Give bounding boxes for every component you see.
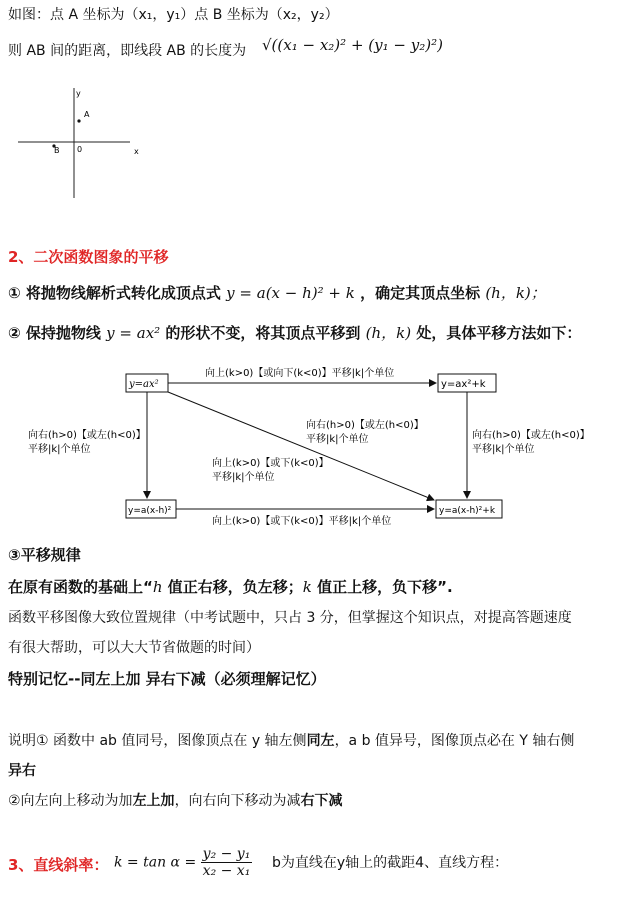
origin-label: 0 xyxy=(77,145,83,154)
step2-middle: 的形状不变，将其顶点平移到 xyxy=(165,324,361,342)
note1-line xyxy=(8,730,574,750)
intro-line: 如图：点 A 坐标为（x₁，y₁）点 B 坐标为（x₂，y₂） xyxy=(8,7,339,23)
diagonal-label-upper-1: 向右(h>0)【或左(h<0)】 xyxy=(306,420,424,431)
slope-lhs: k = tan α = xyxy=(114,854,197,871)
left-arrow-label-1: 向右(h>0)【或左(h<0)】 xyxy=(28,430,146,441)
intercept-and-equation-text: b为直线在y轴上的截距4、直线方程： xyxy=(272,855,509,871)
distance-text: 则 AB 间的距离，即线段 AB 的长度为 xyxy=(8,43,247,59)
diagonal-label-lower-2: 平移|k|个单位 xyxy=(212,472,275,483)
note2-part-a: ②向左向上移动为加 xyxy=(8,793,133,809)
top-arrow-label: 向上(k>0)【或向下(k<0)】平移|k|个单位 xyxy=(205,368,395,379)
note2-line xyxy=(8,790,343,810)
step2-suffix: 处，具体平移方法如下： xyxy=(416,324,582,342)
slope-denominator: x₂ − x₁ xyxy=(202,863,251,879)
note1-emphasis-diff-right: 异右 xyxy=(8,763,36,779)
box-y-ax2-plus-k-label: y=ax²+k xyxy=(441,379,486,390)
rule-k: k xyxy=(302,578,312,596)
paragraph-line-1: 函数平移图像大致位置规律（中考试题中，只占 3 分，但掌握这个知识点，对提高答题速度 xyxy=(8,610,572,626)
rule-line xyxy=(8,576,453,597)
note1-part-c: ，a b 值异号，图像顶点必在 Y 轴右侧 xyxy=(334,733,575,749)
point-a xyxy=(77,119,80,122)
slope-numerator: y₂ − y₁ xyxy=(202,846,251,862)
x-axis-label: x xyxy=(134,147,139,156)
step1-prefix: ① 将抛物线解析式转化成顶点式 xyxy=(8,284,221,302)
box-y-axh2-plus-k-label: y=a(x-h)²+k xyxy=(439,506,496,516)
note2-emphasis-left-up-add: 左上加 xyxy=(132,793,175,809)
left-arrow-label-2: 平移|k|个单位 xyxy=(28,444,91,455)
step2-line xyxy=(8,322,581,343)
slope-heading: 3、直线斜率： xyxy=(8,856,109,874)
step1-suffix: ，确定其顶点坐标 xyxy=(360,284,481,302)
diagonal-label-lower-1: 向上(k>0)【或下(k<0)】 xyxy=(212,458,329,469)
section-heading-translation: 2、二次函数图象的平移 xyxy=(8,248,169,266)
bottom-arrow-label: 向上(k>0)【或下(k<0)】平移|k|个单位 xyxy=(212,516,392,527)
right-arrow-label-1: 向右(h>0)【或左(h<0)】 xyxy=(472,430,590,441)
step2-vertex: (h，k) xyxy=(365,324,412,342)
rule-part-a: 在原有函数的基础上“ xyxy=(8,578,153,596)
rule-part-b: 值正右移，负左移； xyxy=(167,578,303,596)
box-y-ax2-label: y=ax² xyxy=(129,379,159,390)
box-y-axh2-label: y=a(x-h)² xyxy=(128,506,172,516)
note2-part-c: ，向右向下移动为减 xyxy=(174,793,301,809)
paragraph-line-2: 有很大帮助，可以大大节省做题的时间） xyxy=(8,640,260,656)
coordinate-graph xyxy=(10,80,150,200)
rule-h: h xyxy=(152,578,163,596)
note1-part-a: 说明① 函数中 ab 值同号，图像顶点在 y 轴左侧 xyxy=(8,733,307,749)
rule-heading: ③平移规律 xyxy=(8,546,81,564)
right-arrow-label-2: 平移|k|个单位 xyxy=(472,444,535,455)
step1-vertex: (h，k)； xyxy=(485,284,546,302)
y-axis-label: y xyxy=(76,89,81,98)
slope-formula xyxy=(114,846,252,879)
step1-formula: y = a(x − h)² + k xyxy=(226,284,355,302)
rule-part-c: 值正上移，负下移”. xyxy=(317,578,453,596)
arrow-diagonal xyxy=(168,392,434,500)
point-a-label: A xyxy=(84,110,90,119)
step1-line xyxy=(8,282,546,303)
step2-prefix: ② 保持抛物线 xyxy=(8,324,101,342)
step2-formula: y = ax² xyxy=(106,324,161,342)
diagonal-label-upper-2: 平移|k|个单位 xyxy=(306,434,369,445)
note2-emphasis-right-down-sub: 右下减 xyxy=(300,793,343,809)
memo-line: 特别记忆--同左上加 异右下减（必须理解记忆） xyxy=(8,670,326,688)
translation-diagram xyxy=(0,352,640,532)
note1-emphasis-same-left: 同左 xyxy=(306,733,335,749)
point-b-label: B xyxy=(54,146,60,155)
distance-formula: √((x₁ − x₂)² + (y₁ − y₂)²) xyxy=(262,36,443,54)
slope-fraction xyxy=(201,846,253,879)
